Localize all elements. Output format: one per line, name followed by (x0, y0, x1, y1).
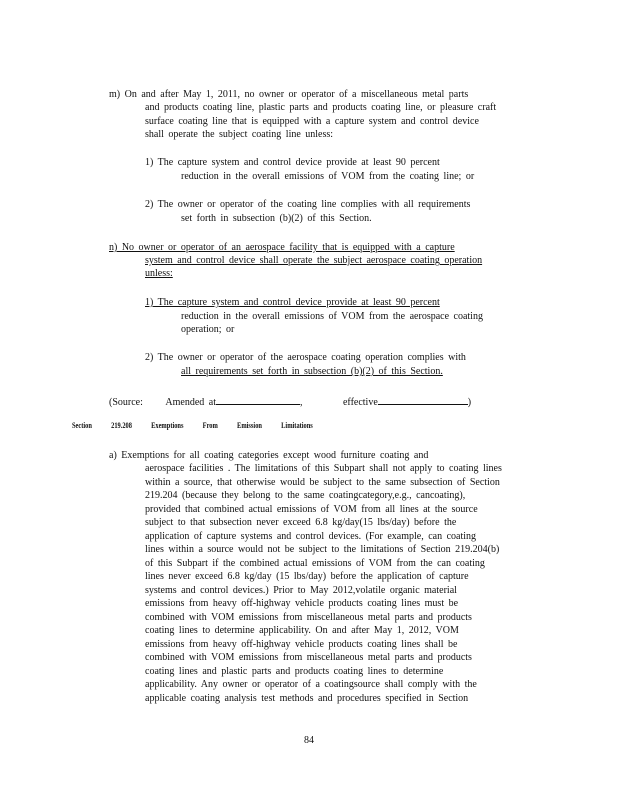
para-m-line-4: shall operate the subject coating line unless: (145, 129, 334, 140)
para-m-line-2: and products coating line, plastic parts and products coating line, or pleasure craft (145, 102, 497, 113)
para-a-line-16: combined with VOM emissions from miscellaneous metal parts and products (145, 652, 472, 663)
para-a-line-12: emissions from heavy off-highway vehicle products coating lines must be (145, 598, 459, 609)
source-close: ) (467, 397, 472, 408)
para-a-line-4: 219.204 (because they belong to the same coatingcategory,e.g., cancoating), (145, 490, 466, 501)
section-heading (72, 420, 330, 432)
para-a-line-17: coating lines and plastic parts and products coating lines to determine (145, 666, 444, 677)
para-m-line-1: m) On and after May 1, 2011, no owner or operator of a miscellaneous metal parts (109, 89, 469, 100)
item-n1-line-1: 1) The capture system and control device provide at least 90 percent (145, 297, 440, 308)
effective-blank-line (378, 394, 468, 405)
source-note: (Source: Amended at , effective ) (109, 394, 471, 409)
item-m2-line-2: set forth in subsection (b)(2) of this Section. (181, 213, 372, 224)
para-a-line-2: aerospace facilities . The limitations of this Subpart shall not apply to coating lines (145, 463, 502, 474)
para-a-line-1: a) Exemptions for all coating categories except wood furniture coating and (109, 450, 429, 461)
item-m2-line-1: 2) The owner or operator of the coating line complies with all requirements (145, 199, 471, 210)
para-a-line-19: applicable coating analysis test methods and procedures specified in Section (145, 693, 469, 704)
page-number: 84 (304, 735, 314, 746)
item-n2-line-1: 2) The owner or operator of the aerospace coating operation complies with (145, 352, 466, 363)
section-title-4: Limitations (281, 421, 313, 430)
section-title-1: Exemptions (151, 421, 184, 430)
para-a-line-10: lines never exceed 6.8 kg/day (15 lbs/day) before the application of capture (145, 571, 469, 582)
item-n1-line-3: operation; or (181, 324, 235, 335)
source-effective: effective (342, 397, 378, 408)
para-n-line-2: system and control device shall operate the subject aerospace coating operation (145, 255, 483, 266)
section-title-3: Emission (237, 421, 262, 430)
section-number: 219.208 (111, 421, 132, 430)
para-a-line-18: applicability. Any owner or operator of a coatingsource shall comply with the (145, 679, 477, 690)
para-a-line-5: provided that combined actual emissions of VOM from all lines at the source (145, 504, 478, 515)
source-open: (Source: (109, 397, 143, 408)
para-a-line-15: emissions from heavy off-highway vehicle products coating lines shall be (145, 639, 458, 650)
item-n2-line-2: all requirements set forth in subsection (b)(2) of this Section. (181, 366, 443, 377)
para-a-line-7: application of capture systems and control devices. (For example, can coating (145, 531, 477, 542)
para-a-line-6: subject to that subsection never exceed 6.8 kg/day(15 lbs/day) before the (145, 517, 457, 528)
item-m1-line-1: 1) The capture system and control device provide at least 90 percent (145, 157, 440, 168)
section-word: Section (72, 421, 92, 430)
para-n-line-3: unless: (145, 268, 173, 279)
para-m-line-3: surface coating line that is equipped with a capture system and control device (145, 116, 479, 127)
para-a-line-3: within a source, that otherwise would be subject to the same subsection of Section (145, 477, 500, 488)
section-title-2: From (202, 421, 218, 430)
para-a-line-14: coating lines to determine applicability. On and after May 1, 2012, VOM (145, 625, 459, 636)
para-a-line-9: of this Subpart if the combined actual emissions of VOM from the can coating (145, 558, 485, 569)
para-a-line-13: combined with VOM emissions from miscellaneous metal parts and products (145, 612, 472, 623)
item-n1-line-2: reduction in the overall emissions of VOM from the aerospace coating (181, 311, 483, 322)
source-amended: Amended at (165, 397, 216, 408)
para-n-line-1: n) No owner or operator of an aerospace facility that is equipped with a capture (109, 242, 455, 253)
amended-blank-line (216, 394, 300, 405)
para-a-line-8: lines within a source would not be subject to the limitations of Section 219.204(b) (145, 544, 500, 555)
para-a-line-11: systems and control devices.) Prior to May 2012,volatile organic material (145, 585, 457, 596)
item-m1-line-2: reduction in the overall emissions of VOM from the coating line; or (181, 171, 475, 182)
